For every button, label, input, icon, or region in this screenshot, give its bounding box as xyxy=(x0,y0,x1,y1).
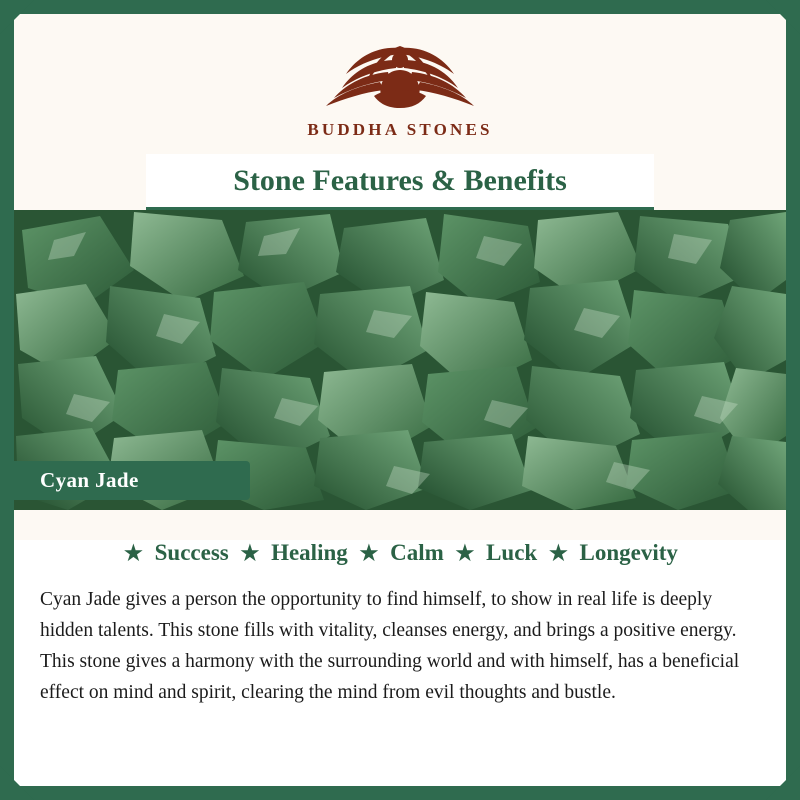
benefit-item-success: Success xyxy=(154,540,229,565)
corner-bottom-left xyxy=(0,766,34,800)
star-icon: ★ xyxy=(359,541,379,565)
title-band xyxy=(14,154,786,210)
benefit-item-healing: Healing xyxy=(271,540,348,565)
corner-top-right xyxy=(766,0,800,34)
benefit-item-luck: Luck xyxy=(486,540,538,565)
benefit-item-calm: Calm xyxy=(390,540,444,565)
content-body xyxy=(14,540,786,786)
stone-name-label: Cyan Jade xyxy=(14,461,250,500)
frame-top-edge xyxy=(0,0,800,14)
star-icon: ★ xyxy=(455,541,475,565)
star-icon: ★ xyxy=(548,541,568,565)
star-icon: ★ xyxy=(240,541,260,565)
brand-name: BUDDHA STONES xyxy=(307,120,493,139)
frame-left-edge xyxy=(0,0,14,800)
frame-right-edge xyxy=(786,0,800,800)
corner-bottom-right xyxy=(766,766,800,800)
frame-bottom-edge xyxy=(0,786,800,800)
inner-card xyxy=(14,14,786,786)
description-text: Cyan Jade gives a person the opportunity to find himself, to show in real life is deeply hidden talents. This stone fills with vitality, cleanses energy, and brings a positive energy. This stone gives a harmony with the surrounding world and with himself, has a beneficial effect on mind and spirit, clearing the mind from evil thoughts and bustle. xyxy=(40,589,740,703)
brand-header xyxy=(14,14,786,140)
star-icon: ★ xyxy=(124,541,143,565)
lotus-meditation-icon xyxy=(300,26,500,118)
benefits-list xyxy=(14,540,786,566)
hero-image xyxy=(14,210,786,510)
benefit-item-longevity: Longevity xyxy=(579,540,678,565)
page-title: Stone Features & Benefits xyxy=(233,164,567,197)
corner-top-left xyxy=(0,0,34,34)
